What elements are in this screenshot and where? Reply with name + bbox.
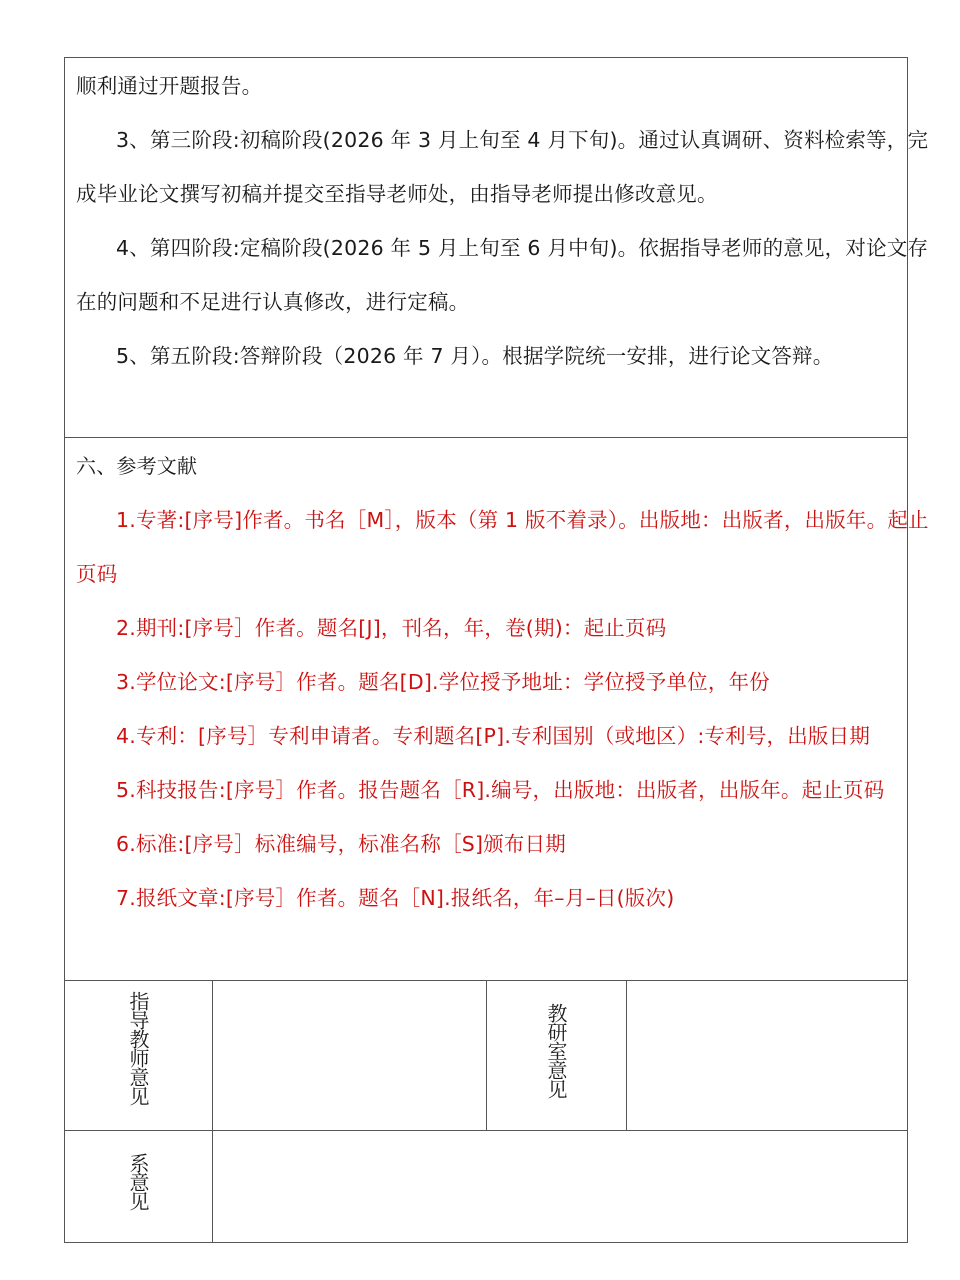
reference-item: 1.专著:[序号]作者。书名［M］，版本（第 1 版不着录）。出版地：出版者，出版年。起止 — [116, 508, 929, 532]
cell-divider — [486, 981, 487, 1130]
cell-divider — [212, 1131, 213, 1242]
reference-item: 6.标准:[序号］标准编号，标准名称［S]颁布日期 — [116, 832, 566, 856]
reference-item: 2.期刊:[序号］作者。题名[J]，刊名，年，卷(期)：起止页码 — [116, 616, 667, 640]
office-opinion-field[interactable] — [628, 981, 907, 1130]
reference-item: 5.科技报告:[序号］作者。报告题名［R].编号，出版地：出版者，出版年。起止页码 — [116, 778, 885, 802]
stage-5-line: 5、第五阶段:答辩阶段（2026 年 7 月）。根据学院统一安排，进行论文答辩。 — [116, 344, 834, 368]
proposal-form-table — [64, 57, 929, 1243]
reference-item-wrap: 页码 — [76, 562, 118, 586]
department-row — [65, 1131, 907, 1242]
schedule-line-continued: 顺利通过开题报告。 — [76, 74, 263, 98]
reference-item: 7.报纸文章:[序号］作者。题名［N].报纸名，年–月–日(版次) — [116, 886, 675, 910]
stage-3-line-2: 成毕业论文撰写初稿并提交至指导老师处，由指导老师提出修改意见。 — [76, 182, 718, 206]
stage-4-line-1: 4、第四阶段:定稿阶段(2026 年 5 月上旬至 6 月中旬)。依据指导老师的意见，对论文存 — [116, 236, 929, 260]
advisor-opinion-field[interactable] — [214, 981, 486, 1130]
cell-divider — [212, 981, 213, 1130]
advisor-opinion-label: 指导教师意见 — [126, 991, 150, 1105]
office-opinion-label: 教研室意见 — [544, 1003, 568, 1098]
stage-3-line-1: 3、第三阶段:初稿阶段(2026 年 3 月上旬至 4 月下旬)。通过认真调研、资料检索等，完 — [116, 128, 929, 152]
reference-item: 3.学位论文:[序号］作者。题名[D].学位授予地址：学位授予单位，年份 — [116, 670, 770, 694]
cell-divider — [626, 981, 627, 1130]
stage-4-line-2: 在的问题和不足进行认真修改，进行定稿。 — [76, 290, 470, 314]
opinion-row — [65, 981, 907, 1131]
references-section — [65, 438, 929, 981]
reference-item: 4.专利：[序号］专利申请者。专利题名[P].专利国别（或地区）:专利号，出版日期 — [116, 724, 871, 748]
department-opinion-label: 系意见 — [126, 1153, 150, 1210]
schedule-section — [65, 58, 929, 438]
department-opinion-field[interactable] — [214, 1131, 907, 1242]
references-heading: 六、参考文献 — [76, 454, 198, 478]
